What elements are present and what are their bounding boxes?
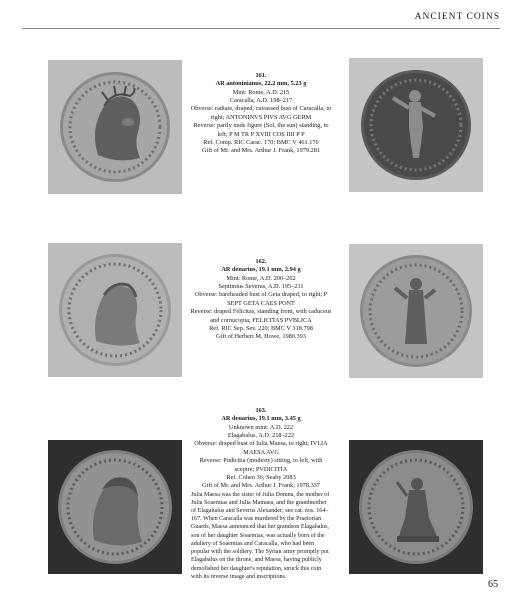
coin-163-obverse-image [48, 440, 182, 574]
coin-163-reverse-image [349, 440, 483, 574]
entry-obverse: Obverse: bareheaded bust of Geta draped, to right; P SEPT GETA CAES PONT [194, 291, 328, 307]
coin-162-obverse-image [48, 243, 182, 377]
entry-number: 161. [255, 72, 267, 79]
coin-161-obverse-image [48, 60, 182, 194]
coin-161-reverse-photo [349, 58, 483, 192]
coin-162-reverse-image [349, 244, 483, 378]
entry-reference: Ref. Comp. RIC Carac. 170; BMC V 461.170 [203, 138, 319, 146]
coin-161-obverse-photo [48, 60, 182, 194]
entry-number: 163. [255, 407, 267, 414]
entry-mint: Mint: Rome, A.D. 200–202 [226, 274, 296, 282]
entry-title: AR antoninianus, 22.2 mm, 5.23 g [215, 80, 307, 88]
entry-obverse: Obverse: radiate, draped, cuirassed bust of Caracalla, to right; ANTONINVS PIVS AVG GERM [190, 105, 332, 121]
entry-mint: Unknown mint: A.D. 222 [228, 423, 294, 431]
entry-reverse: Reverse: draped Felicitas, standing front, with caduceus and cornucopia; FELICITAS PVBLICA [190, 308, 332, 324]
entry-title: AR denarius, 19.1 mm, 2.94 g [221, 266, 301, 274]
running-head-rule [22, 28, 500, 29]
catalog-entry-162 [190, 258, 332, 342]
entry-ruler: Caracalla, A.D. 198–217 [229, 97, 293, 105]
page-number: 65 [488, 579, 498, 590]
entry-number: 162. [255, 258, 267, 265]
coin-163-reverse-photo [349, 440, 483, 574]
entry-ruler: Septimius Severus, A.D. 195–211 [218, 283, 304, 291]
entry-reference: Ref. Cohen 36; Seaby 2083 [226, 473, 296, 481]
running-head: ANCIENT COINS [414, 12, 500, 22]
coin-163-obverse-photo [48, 440, 182, 574]
entry-reverse: Reverse: partly nude figure (Sol, the sun) standing, to left; P M TR P XVIII COS IIII P P [193, 122, 329, 138]
entry-gift: Gift of Mr. and Mrs. Arthur J. Frank, 1979.281 [201, 147, 321, 155]
entry-obverse: Obverse: draped bust of Iulia Maesa, to right; IVLIA MAESA AVG [194, 440, 328, 456]
entry-title: AR denarius, 19.1 mm, 3.45 g [221, 415, 301, 423]
entry-commentary: Julia Maesa was the sister of Julia Domna, the mother of Julia Soaemias and Julia Mamaea, and the grandmother of Elagabalus and Severus Alexander; see cat. nos. 164–167. When Caracalla was murdered by the Praetorian Guards, Maesa announced that her grandson Elagabalus, son of her daughter Soaemias, was actually born of the adultery of Soaemias and Caracalla, who had been popular with the soldiery. The Syrian army promptly put Elagabalus on the throne, and Maesa, having publicly demolished her daughter's reputation, struck this coin with its reverse image and inscriptions. [191, 491, 330, 580]
catalog-entry-163 [190, 407, 332, 581]
entry-gift: Gift of Mr. and Mrs. Arthur J. Frank, 1978.337 [201, 482, 321, 490]
coin-162-obverse-photo [48, 243, 182, 377]
coin-162-reverse-photo [349, 244, 483, 378]
entry-reference: Ref. RIC Sep. Sev. 220; BMC V 318.798 [209, 324, 313, 332]
entry-gift: Gift of Herbert M. Howe, 1980.393 [216, 333, 306, 341]
entry-reverse: Reverse: Pudicitia (modesty) sitting, to left, with sceptre; PVDICITIA [199, 457, 323, 473]
coin-161-reverse-image [349, 58, 483, 192]
catalog-entry-161 [190, 72, 332, 156]
entry-ruler: Elagabalus, A.D. 218–222 [227, 432, 295, 440]
entry-mint: Mint: Rome, A.D. 215 [232, 88, 290, 96]
